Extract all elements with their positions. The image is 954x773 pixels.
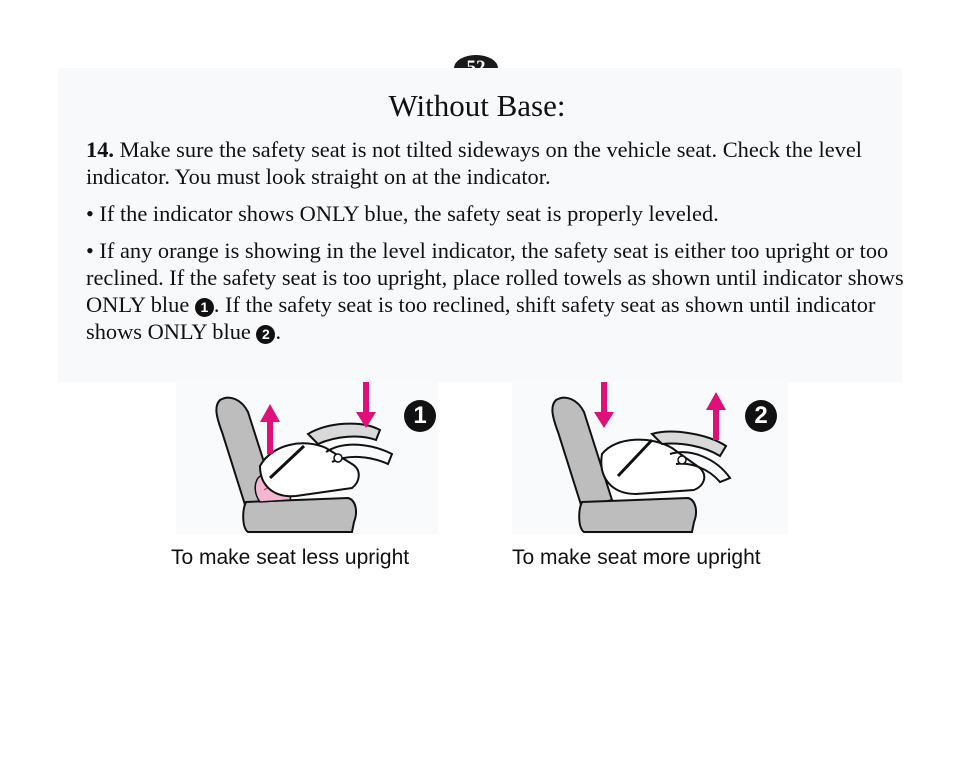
figure-less-upright — [176, 382, 438, 534]
step-14-paragraph — [86, 136, 916, 190]
page-title: Without Base: — [388, 88, 566, 123]
figure-1-number-icon: 1 — [404, 400, 436, 432]
bullet2-part1: • If any orange is showing in the level indicator, the safety seat is either too upright or too reclined. If the safety seat is too upright, place rolled towels as shown until indicator shows ONLY blue — [86, 238, 904, 317]
caption-more-upright: To make seat more upright — [512, 546, 761, 569]
figure-more-upright — [512, 382, 788, 534]
step-number: 14. — [86, 137, 114, 162]
car-seat-illustration-more-upright — [512, 382, 788, 534]
bullet-properly-leveled: • If the indicator shows ONLY blue, the safety seat is properly leveled. — [86, 201, 719, 226]
step-text: Make sure the safety seat is not tilted sideways on the vehicle seat. Check the level indicator. You must look straight on at the indicator. — [86, 137, 862, 189]
bullet2-part3: . — [275, 319, 282, 344]
figure-ref-1-icon: 1 — [195, 298, 214, 317]
figure-2-number-icon: 2 — [745, 400, 777, 432]
car-seat-illustration-less-upright — [176, 382, 438, 534]
bullet2-part2: . If the safety seat is too reclined, shift safety seat as shown until indicator shows ONLY blue — [86, 292, 876, 344]
figure-ref-2-icon: 2 — [256, 325, 275, 344]
bullet-orange-showing — [86, 237, 916, 345]
caption-less-upright: To make seat less upright — [171, 546, 410, 569]
